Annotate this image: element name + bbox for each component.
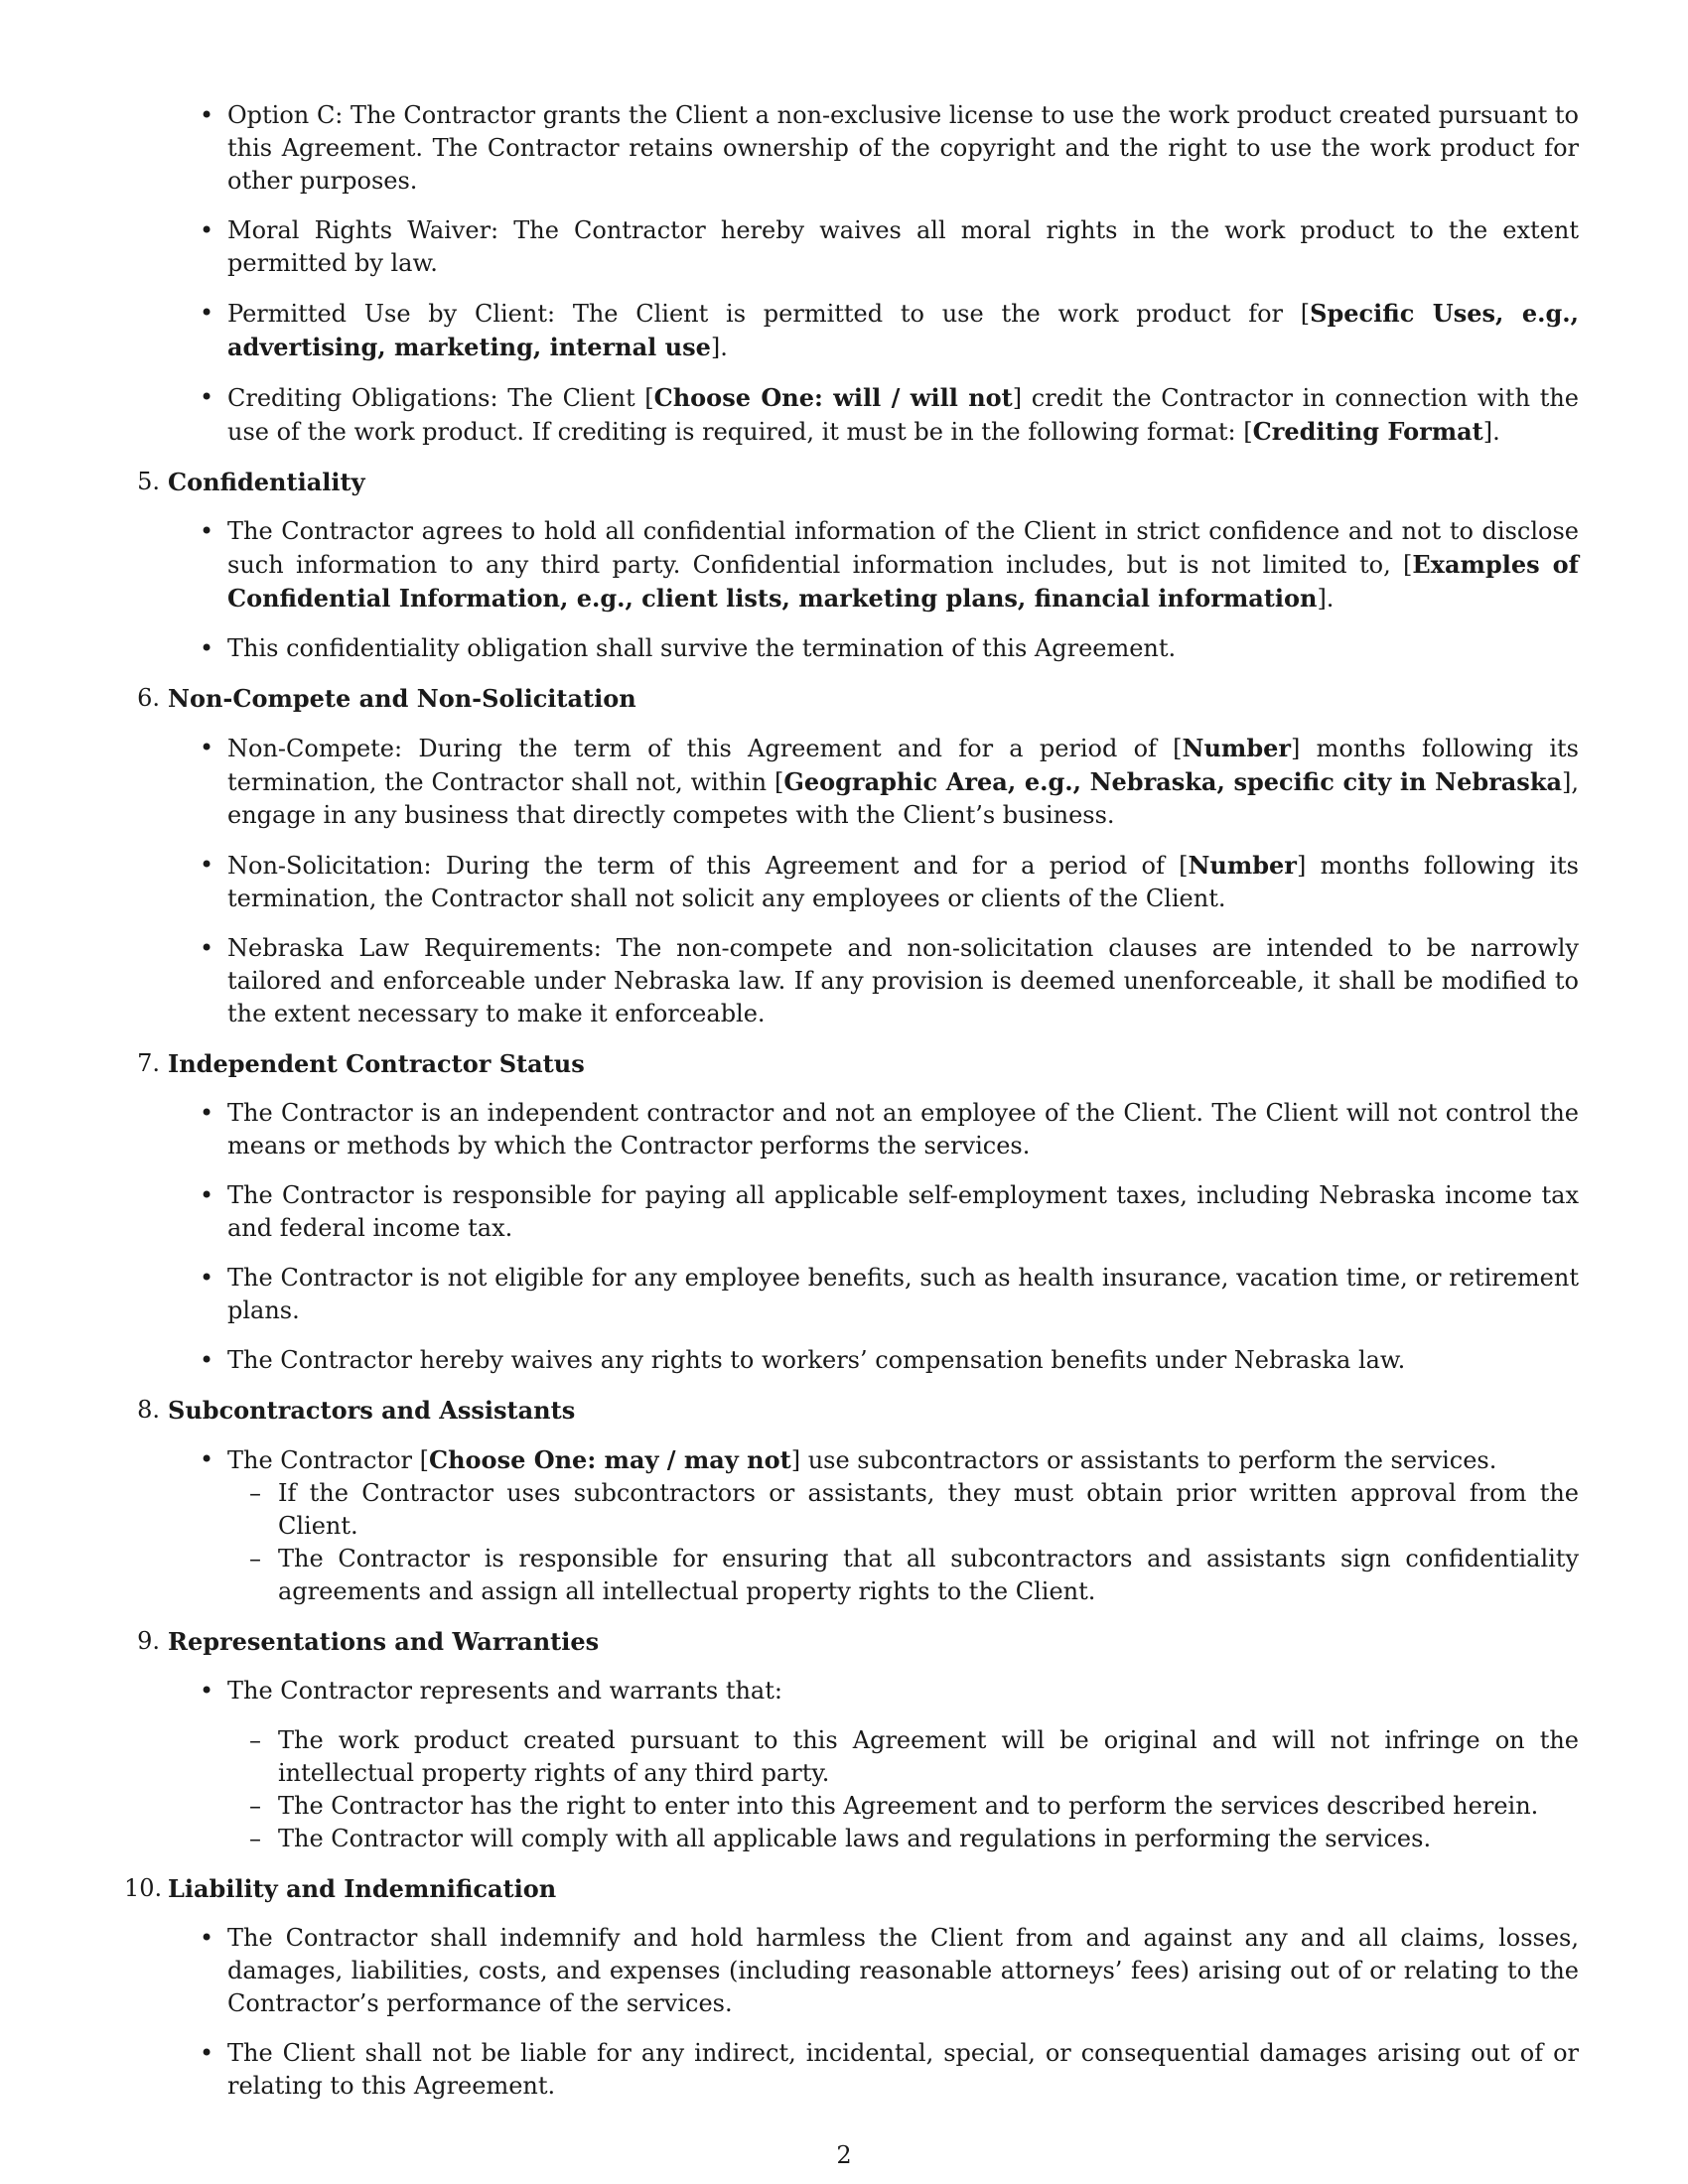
bullet-text [227,99,1579,198]
sub-bullet-item [164,1823,1579,1855]
text-run: The Contractor is not eligible for any employee benefits, such as health insurance, vacation time, or retirement plans. [227,1264,1579,1324]
bullet-text [227,632,1579,665]
bullet-text [227,381,1579,449]
bullet-icon: • [200,216,214,244]
bullet-text [227,2037,1579,2103]
sub-bullet-item [164,1543,1579,1608]
text-run: The work product created pursuant to this Agreement will be original and will not infringe on the intellectual property rights of any third party. [278,1726,1579,1787]
dash-icon: – [249,1545,261,1572]
bullet-text [227,515,1579,615]
dash-icon: – [249,1726,261,1754]
spacer [227,1707,1579,1724]
sub-bullet-item [164,1724,1579,1790]
text-run: ], engage in any business that directly competes with the Client’s business. [227,768,1579,829]
placeholder-field: Crediting Format [1252,417,1483,446]
text-run: The Contractor has the right to enter into this Agreement and to perform the services described herein. [278,1792,1539,1820]
text-run: The Contractor will comply with all applicable laws and regulations in performing the services. [278,1825,1432,1852]
bullet-text [227,1443,1579,1477]
text-run: If the Contractor uses subcontractors or assistants, they must obtain prior written approval from the Client. [278,1479,1579,1540]
text-run: The Contractor agrees to hold all confidential information of the Client in strict confidence and not to disclose such information to any third party. Confidential information includes, but is not limited to, [ [227,517,1579,579]
placeholder-field: Examples of Confidential Information, e.g., client lists, marketing plans, financial information [227,550,1579,613]
placeholder-field: Specific Uses, e.g., advertising, marketing, internal use [227,299,1579,361]
text-run: Nebraska Law Requirements: The non-compete and non-solicitation clauses are intended to be narrowly tailored and enforceable under Nebraska law. If any provision is deemed unenforceable, it shall be modified to the extent necessary to make it enforceable. [227,934,1579,1027]
section-number: 10. [124,1874,163,1902]
section-heading [137,682,1579,715]
section-heading [137,1047,1579,1080]
text-run: Crediting Obligations: The Client [ [227,384,654,412]
bullet-text [227,297,1579,364]
bullet-icon: • [200,1181,214,1209]
bullet-icon: • [200,2039,214,2067]
bullet-icon: • [200,517,214,545]
dash-icon: – [249,1825,261,1852]
bullet-item [164,515,1579,615]
text-run: ]. [1317,585,1335,613]
text-run: ] months following its termination, the Contractor shall not, within [ [227,735,1580,796]
text-run: ] credit the Contractor in connection with the use of the work product. If crediting is required, it must be in the following format: [ [227,384,1579,446]
bullet-item [164,1179,1579,1245]
placeholder-field: Geographic Area, e.g., Nebraska, specific city in Nebraska [783,767,1562,796]
section-title: Liability and Indemnification [168,1874,557,1903]
text-run: Non-Solicitation: During the term of this Agreement and for a period of [ [227,852,1189,880]
section-title: Representations and Warranties [168,1627,600,1656]
section-heading [137,1625,1579,1658]
text-run: This confidentiality obligation shall survive the termination of this Agreement. [227,634,1177,662]
section-heading [137,1394,1579,1427]
bullet-icon: • [200,634,214,662]
text-run: The Contractor is responsible for paying all applicable self-employment taxes, including Nebraska income tax and federal income tax. [227,1181,1579,1242]
sub-bullet-item [164,1477,1579,1543]
section-number: 9. [137,1627,160,1655]
bullet-item [164,214,1579,280]
bullet-item [164,632,1579,665]
bullet-item [164,1922,1579,2020]
sub-bullet-text [278,1823,1579,1855]
sub-bullet-text [278,1790,1579,1823]
bullet-item [164,1344,1579,1377]
text-run: Permitted Use by Client: The Client is permitted to use the work product for [ [227,300,1311,328]
placeholder-field: Choose One: will / will not [653,383,1013,412]
bullet-item [164,1262,1579,1327]
page-number: 2 [836,2141,852,2169]
text-run: ] months following its termination, the Contractor shall not solicit any employees or clients of the Client. [227,852,1579,912]
bullet-item [164,732,1579,832]
section-title: Confidentiality [168,468,365,496]
bullet-item [164,2037,1579,2103]
bullet-text [227,849,1579,915]
bullet-icon: • [200,1677,214,1705]
bullet-icon: • [200,934,214,962]
text-run: Non-Compete: During the term of this Agreement and for a period of [ [227,735,1183,762]
bullet-item [164,932,1579,1030]
bullet-icon: • [200,851,214,879]
text-run: ]. [1482,418,1500,446]
bullet-item [164,1675,1579,1855]
text-run: The Contractor represents and warrants that: [227,1677,782,1705]
text-run: The Contractor shall indemnify and hold harmless the Client from and against any and all claims, losses, damages, liabilities, costs, and expenses (including reasonable attorneys’ fees) arising out of or relating to the Contractor’s performance of the services. [227,1924,1579,2017]
bullet-icon: • [200,1099,214,1127]
section-title: Independent Contractor Status [168,1049,585,1078]
sub-bullet-text [278,1543,1579,1608]
bullet-item [164,297,1579,364]
sub-bullet-item [164,1790,1579,1823]
text-run: The Contractor is an independent contractor and not an employee of the Client. The Client will not control the means or methods by which the Contractor performs the services. [227,1099,1579,1160]
section-heading [137,466,1579,498]
bullet-item [164,1097,1579,1162]
section-title: Non-Compete and Non-Solicitation [168,684,636,713]
bullet-text [227,1675,1579,1707]
placeholder-field: Choose One: may / may not [429,1445,791,1474]
bullet-text [227,1262,1579,1327]
section-heading [124,1872,1579,1905]
bullet-text [227,1179,1579,1245]
bullet-text [227,214,1579,280]
text-run: Moral Rights Waiver: The Contractor hereby waives all moral rights in the work product to the extent permitted by law. [227,216,1579,277]
bullet-text [227,1922,1579,2020]
bullet-item [164,849,1579,915]
section-title: Subcontractors and Assistants [168,1396,576,1425]
bullet-text [227,732,1579,832]
bullet-item [164,99,1579,198]
sub-bullet-text [278,1724,1579,1790]
text-run: The Client shall not be liable for any indirect, incidental, special, or consequential damages arising out of or relating to this Agreement. [227,2039,1579,2100]
bullet-icon: • [200,1924,214,1952]
text-run: The Contractor hereby waives any rights to workers’ compensation benefits under Nebraska law. [227,1346,1406,1374]
dash-icon: – [249,1792,261,1820]
bullet-icon: • [200,1264,214,1292]
bullet-icon: • [200,299,214,327]
bullet-icon: • [200,734,214,761]
text-run: The Contractor [ [227,1446,429,1474]
bullet-item [164,1443,1579,1608]
bullet-text [227,1344,1579,1377]
text-run: The Contractor is responsible for ensuring that all subcontractors and assistants sign confidentiality agreements and assign all intellectual property rights to the Client. [278,1545,1579,1605]
text-run: Option C: The Contractor grants the Client a non-exclusive license to use the work product created pursuant to this Agreement. The Contractor retains ownership of the copyright and the right to use the work product for other purposes. [227,101,1579,195]
bullet-icon: • [200,1445,214,1473]
sub-bullet-text [278,1477,1579,1543]
bullet-item [164,381,1579,449]
placeholder-field: Number [1188,851,1297,880]
section-number: 8. [137,1396,160,1424]
bullet-icon: • [200,1346,214,1374]
section-number: 7. [137,1049,160,1077]
placeholder-field: Number [1182,734,1292,762]
bullet-text [227,1097,1579,1162]
bullet-icon: • [200,101,214,129]
bullet-icon: • [200,383,214,411]
bullet-text [227,932,1579,1030]
section-number: 5. [137,468,160,495]
text-run: ]. [710,334,728,361]
dash-icon: – [249,1479,261,1507]
text-run: ] use subcontractors or assistants to perform the services. [790,1446,1497,1474]
section-number: 6. [137,684,160,712]
document-body [124,99,1580,2119]
